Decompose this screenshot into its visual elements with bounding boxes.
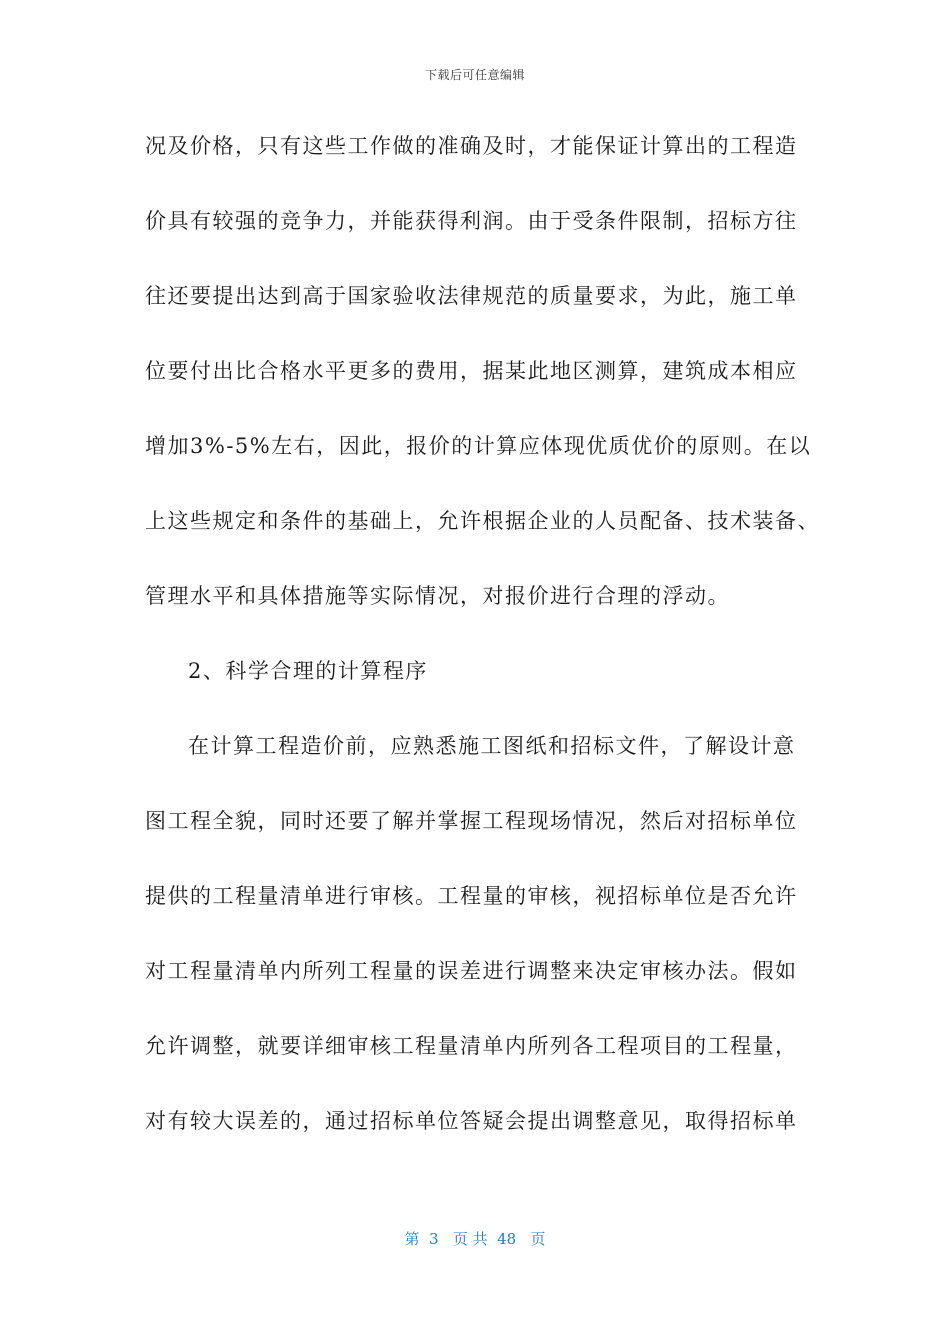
body-line: 况及价格，只有这些工作做的准确及时，才能保证计算出的工程造 [145, 134, 798, 158]
body-line: 往还要提出达到高于国家验收法律规范的质量要求，为此，施工单 [145, 284, 798, 308]
body-line: 在计算工程造价前，应熟悉施工图纸和招标文件，了解设计意 [188, 734, 796, 758]
body-line: 位要付出比合格水平更多的费用，据某此地区测算，建筑成本相应 [145, 359, 798, 383]
body-line: 允许调整，就要详细审核工程量清单内所列各工程项目的工程量， [145, 1034, 798, 1058]
body-line: 管理水平和具体措施等实际情况，对报价进行合理的浮动。 [145, 584, 730, 608]
body-line: 价具有较强的竞争力，并能获得利润。由于受条件限制，招标方往 [145, 209, 798, 233]
page-footer: 第 3 页 共 48 页 [404, 1230, 546, 1248]
document-body [145, 128, 825, 1178]
body-line: 图工程全貌，同时还要了解并掌握工程现场情况，然后对招标单位 [145, 809, 798, 833]
body-line: 上这些规定和条件的基础上，允许根据企业的人员配备、技术装备、 [145, 509, 820, 533]
body-line: 对有较大误差的，通过招标单位答疑会提出调整意见，取得招标单 [145, 1109, 798, 1133]
body-line: 增加3%-5%左右，因此，报价的计算应体现优质优价的原则。在以 [145, 434, 812, 458]
section-heading: 2、科学合理的计算程序 [188, 659, 428, 683]
page-header: 下载后可任意编辑 [424, 68, 525, 82]
body-line: 对工程量清单内所列工程量的误差进行调整来决定审核办法。假如 [145, 959, 798, 983]
body-line: 提供的工程量清单进行审核。工程量的审核，视招标单位是否允许 [145, 884, 798, 908]
